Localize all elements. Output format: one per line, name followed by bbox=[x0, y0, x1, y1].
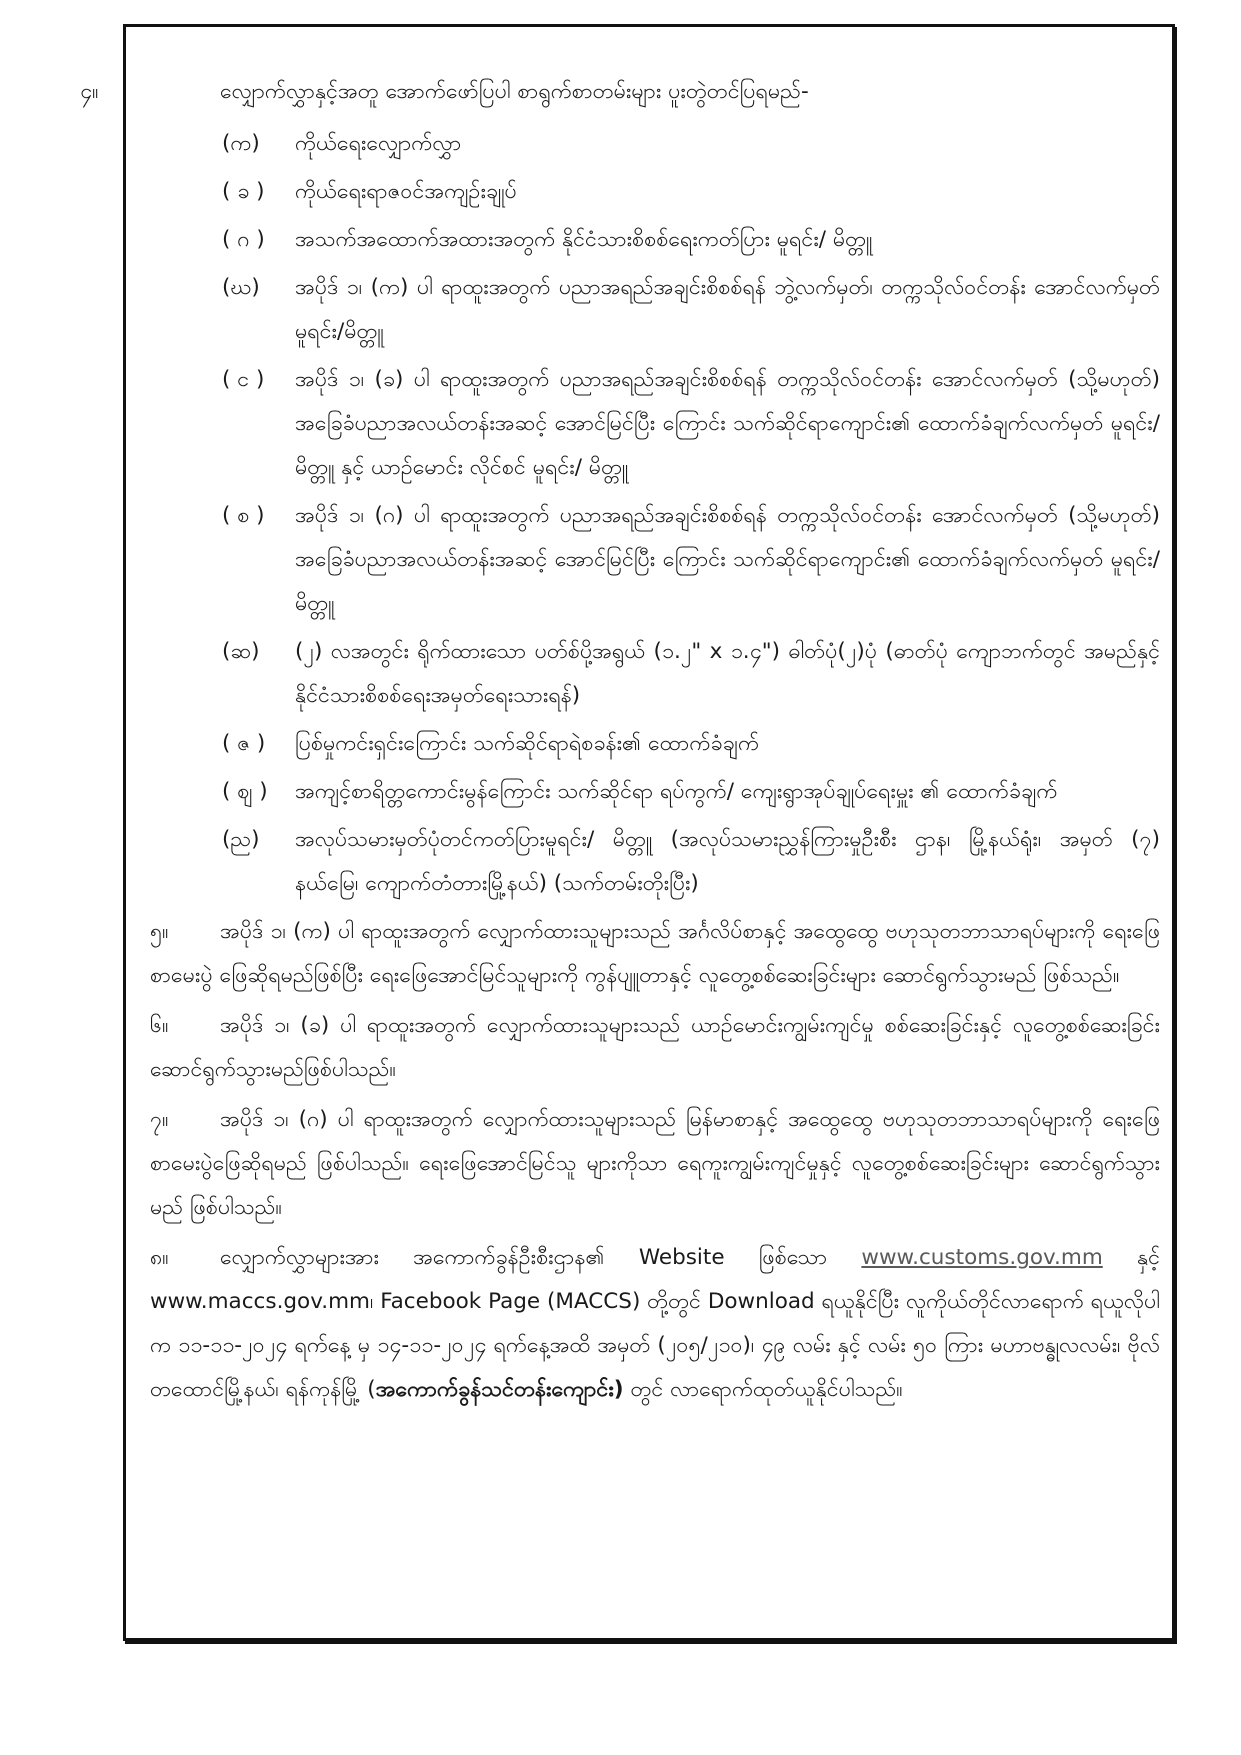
paragraph-number: ၅။ bbox=[150, 919, 169, 944]
paragraph-text: လျှောက်လွှာနှင့်အတူ အောက်ဖော်ပြပါ စာရွက်စာတမ်းများ ပူးတွဲတင်ပြရမည်- bbox=[220, 79, 809, 104]
list-item-marker: ( စ ) bbox=[222, 503, 265, 528]
list-item-text: ကိုယ်ရေးရာဇဝင်အကျဉ်းချုပ် bbox=[295, 179, 517, 204]
list-item bbox=[150, 630, 1160, 718]
customs-website-link[interactable]: www.customs.gov.mm bbox=[861, 1245, 1103, 1270]
list-item-text: အပိုဒ် ၁၊ (ဂ) ပါ ရာထူးအတွက် ပညာအရည်အချင်းစိစစ်ရန် တက္ကသိုလ်ဝင်တန်း အောင်လက်မှတ် (သို့မဟုတ်) အခြေခံပညာအလယ်တန်းအဆင့် အောင်မြင်ပြီး ကြောင်း သက်ဆိုင်ရာကျောင်း၏ ထောက်ခံချက်လက်မှတ် မူရင်း/ မိတ္တူ bbox=[295, 503, 1160, 616]
list-item bbox=[150, 358, 1160, 490]
paragraph-text-continued: နှင့် www.maccs.gov.mm၊ Facebook Page (MACCS) တို့တွင် Download ရယူနိုင်ပြီး လူကိုယ်တိုင်လာရောက် ရယူလိုပါက ၁၁-၁၁-၂၀၂၄ ရက်နေ့ မှ ၁၄-၁၁-၂၀၂၄ ရက်နေ့အထိ အမှတ် (၂၀၅/၂၁၀)၊ ၄၉ လမ်း နှင့် လမ်း ၅၀ ကြား မဟာဗန္ဓုလလမ်း၊ ဗိုလ်တထောင်မြို့နယ်၊ ရန်ကုန်မြို့ ( bbox=[150, 1245, 1160, 1402]
list-item-marker: (ဃ) bbox=[222, 275, 260, 300]
paragraph-6 bbox=[150, 1004, 1160, 1092]
list-item bbox=[150, 122, 1160, 166]
paragraph-text: အပိုဒ် ၁၊ (ခ) ပါ ရာထူးအတွက် လျှောက်ထားသူများသည် ယာဉ်မောင်းကျွမ်းကျင်မှု စစ်ဆေးခြင်းနှင့် လူတွေ့စစ်ဆေးခြင်း ဆောင်ရွက်သွားမည်ဖြစ်ပါသည်။ bbox=[150, 1013, 1160, 1082]
paragraph-7 bbox=[150, 1098, 1160, 1230]
paragraph-4 bbox=[80, 70, 1160, 114]
list-item-marker: ( ဇ ) bbox=[222, 731, 266, 756]
paragraph-number: ၄။ bbox=[80, 79, 99, 104]
list-item-marker: ( ခ ) bbox=[222, 179, 265, 204]
list-item bbox=[150, 218, 1160, 262]
list-item-marker: ( င ) bbox=[222, 367, 265, 392]
list-item-text: ကိုယ်ရေးလျှောက်လွှာ bbox=[295, 131, 462, 156]
paragraph-text: အပိုဒ် ၁၊ (ဂ) ပါ ရာထူးအတွက် လျှောက်ထားသူများသည် မြန်မာစာနှင့် အထွေထွေ ဗဟုသုတဘာသာရပ်များကို ရေးဖြေစာမေးပွဲဖြေဆိုရမည် ဖြစ်ပါသည်။ ရေးဖြေအောင်မြင်သူ များကိုသာ ရေကူးကျွမ်းကျင်မှုနှင့် လူတွေ့စစ်ဆေးခြင်းများ ဆောင်ရွက်သွားမည် ဖြစ်ပါသည်။ bbox=[150, 1107, 1160, 1220]
list-item bbox=[150, 818, 1160, 906]
list-item-text: အလုပ်သမားမှတ်ပုံတင်ကတ်ပြားမူရင်း/ မိတ္တူ (အလုပ်သမားညွှန်ကြားမှုဦးစီး ဌာန၊ မြို့နယ်ရုံး၊ အမှတ် (၇) နယ်မြေ၊ ကျောက်တံတားမြို့နယ်) (သက်တမ်းတိုးပြီး) bbox=[295, 827, 1160, 896]
list-item-text: အကျင့်စာရိတ္တကောင်းမွန်ကြောင်း သက်ဆိုင်ရာ ရပ်ကွက်/ ကျေးရွာအုပ်ချုပ်ရေးမှူး ၏ ထောက်ခံချက် bbox=[295, 779, 1058, 804]
list-item-marker: (ည) bbox=[222, 827, 260, 852]
list-item-text: အပိုဒ် ၁၊ (ခ) ပါ ရာထူးအတွက် ပညာအရည်အချင်းစိစစ်ရန် တက္ကသိုလ်ဝင်တန်း အောင်လက်မှတ် (သို့မဟုတ်) အခြေခံပညာအလယ်တန်းအဆင့် အောင်မြင်ပြီး ကြောင်း သက်ဆိုင်ရာကျောင်း၏ ထောက်ခံချက်လက်မှတ် မူရင်း/ မိတ္တူ နှင့် ယာဉ်မောင်း လိုင်စင် မူရင်း/ မိတ္တူ bbox=[295, 367, 1160, 480]
document-body bbox=[80, 70, 1160, 1418]
list-item-marker: (က) bbox=[222, 131, 260, 156]
paragraph-number: ၈။ bbox=[150, 1245, 169, 1270]
list-item bbox=[150, 770, 1160, 814]
list-item bbox=[150, 494, 1160, 626]
list-item-marker: ( ဂ ) bbox=[222, 227, 265, 252]
paragraph-text: လျှောက်လွှာများအား အကောက်ခွန်ဦးစီးဌာန၏ Website ဖြစ်သော bbox=[220, 1245, 862, 1270]
list-item-marker: (ဆ) bbox=[222, 639, 260, 664]
paragraph-number: ၆။ bbox=[150, 1013, 169, 1038]
paragraph-5 bbox=[150, 910, 1160, 998]
list-item-text: (၂) လအတွင်း ရိုက်ထားသော ပတ်စ်ပို့အရွယ် (၁.၂" x ၁.၄") ဓါတ်ပုံ(၂)ပုံ (ဓာတ်ပုံ ကျောဘက်တွင် အမည်နှင့်နိုင်ငံသားစိစစ်ရေးအမှတ်ရေးသားရန်) bbox=[295, 639, 1160, 708]
list-item-marker: ( ဈ ) bbox=[222, 779, 268, 804]
paragraph-text: အပိုဒ် ၁၊ (က) ပါ ရာထူးအတွက် လျှောက်ထားသူများသည် အင်္ဂလိပ်စာနှင့် အထွေထွေ ဗဟုသုတဘာသာရပ်များကို ရေးဖြေစာမေးပွဲ ဖြေဆိုရမည်ဖြစ်ပြီး ရေးဖြေအောင်မြင်သူများကို ကွန်ပျူတာနှင့် လူတွေ့စစ်ဆေးခြင်းများ ဆောင်ရွက်သွားမည် ဖြစ်သည်။ bbox=[150, 919, 1160, 988]
paragraph-number: ၇။ bbox=[150, 1107, 169, 1132]
paragraph-8 bbox=[150, 1236, 1160, 1412]
list-item bbox=[150, 170, 1160, 214]
list-item-text: အသက်အထောက်အထားအတွက် နိုင်ငံသားစိစစ်ရေးကတ်ပြား မူရင်း/ မိတ္တူ bbox=[295, 227, 873, 252]
list-item bbox=[150, 722, 1160, 766]
training-school-name: အကောက်ခွန်သင်တန်းကျောင်း) bbox=[375, 1377, 624, 1402]
document-list bbox=[150, 122, 1160, 906]
list-item bbox=[150, 266, 1160, 354]
list-item-text: အပိုဒ် ၁၊ (က) ပါ ရာထူးအတွက် ပညာအရည်အချင်းစိစစ်ရန် ဘွဲ့လက်မှတ်၊ တက္ကသိုလ်ဝင်တန်း အောင်လက်မှတ် မူရင်း/မိတ္တူ bbox=[295, 275, 1160, 344]
list-item-text: ပြစ်မှုကင်းရှင်းကြောင်း သက်ဆိုင်ရာရဲစခန်း၏ ထောက်ခံချက် bbox=[295, 731, 759, 756]
paragraph-text-end: တွင် လာရောက်ထုတ်ယူနိုင်ပါသည်။ bbox=[623, 1377, 903, 1402]
